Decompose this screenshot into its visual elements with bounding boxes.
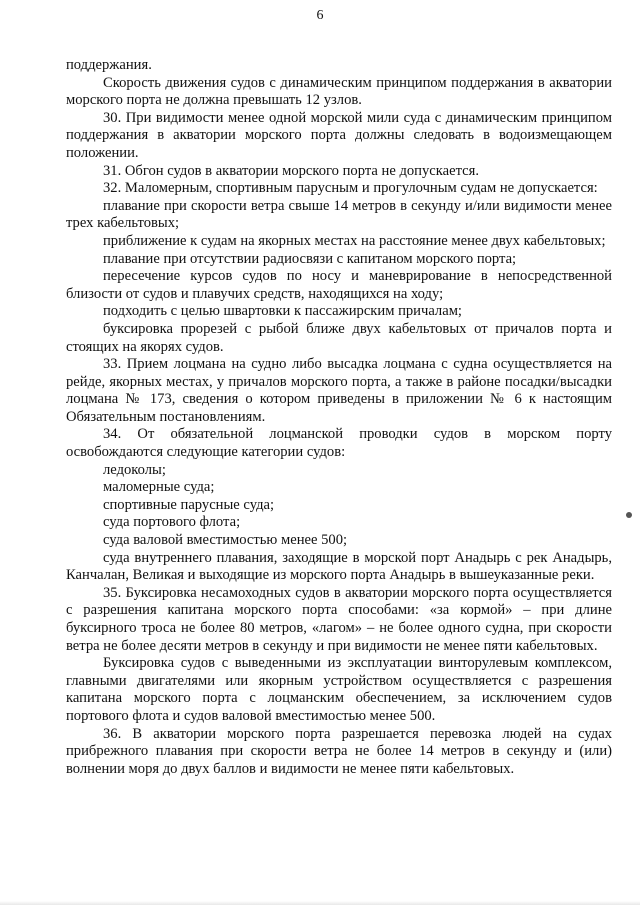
page-number: 6 xyxy=(316,8,324,23)
paragraph: Буксировка судов с выведенными из эксплуатации винторулевым комплексом, главными двигателями или якорным устройством осуществляется с разрешения капитана морского порта с лоцманским обеспечением, за исключением судов портового флота и судов валовой вместимостью менее 500. xyxy=(66,655,612,724)
list-item: буксировка прорезей с рыбой ближе двух кабельтовых от причалов порта и стоящих на якорях судов. xyxy=(66,320,612,355)
list-item: приближение к судам на якорных местах на расстояние менее двух кабельтовых; xyxy=(103,232,606,249)
list-item: плавание при отсутствии радиосвязи с капитаном морского порта; xyxy=(103,250,517,267)
paragraph-item-32: 32. Маломерным, спортивным парусным и прогулочным судам не допускается: xyxy=(103,180,598,197)
paragraph-item-36: 36. В акватории морского порта разрешается перевозка людей на судах прибрежного плавания при скорости ветра не более 14 метров в секунду и (или) волнении моря до двух баллов и видимости не менее пяти кабельтовых. xyxy=(66,725,612,777)
paragraph-item-31: 31. Обгон судов в акватории морского порта не допускается. xyxy=(103,162,479,179)
list-item: спортивные парусные суда; xyxy=(103,496,275,513)
paragraph: поддержания. xyxy=(66,57,152,73)
scan-edge xyxy=(0,901,640,905)
list-item: маломерные суда; xyxy=(103,479,215,496)
list-item: суда портового флота; xyxy=(103,514,241,531)
list-item: суда валовой вместимостью менее 500; xyxy=(103,532,348,549)
paragraph-item-34: 34. От обязательной лоцманской проводки судов в морском порту освобождаются следующие категории судов: xyxy=(66,426,612,461)
paragraph-item-33: 33. Прием лоцмана на судно либо высадка лоцмана с судна осуществляется на рейде, якорных местах, у причалов морского порта, а также в районе посадки/высадки лоцмана № 173, сведения о котором приведены в приложении № 6 к настоящим Обязательным постановлениям. xyxy=(66,356,612,425)
scan-artifact xyxy=(626,512,632,518)
list-item: суда внутреннего плавания, заходящие в морской порт Анадырь с рек Анадырь, Канчалан, Великая и выходящие из морского порта Анадырь в вышеуказанные реки. xyxy=(66,549,612,584)
paragraph: Скорость движения судов с динамическим принципом поддержания в акватории морского порта не должна превышать 12 узлов. xyxy=(66,74,612,109)
list-item: плавание при скорости ветра свыше 14 метров в секунду и/или видимости менее трех кабельтовых; xyxy=(66,197,612,232)
list-item: ледоколы; xyxy=(103,461,166,478)
document-body xyxy=(66,57,612,778)
list-item: подходить с целью швартовки к пассажирским причалам; xyxy=(103,303,462,320)
paragraph-item-35: 35. Буксировка несамоходных судов в акватории морского порта осуществляется с разрешения капитана морского порта способами: «за кормой» – при длине буксирного троса не более 80 метров, «лагом» – не более одного судна, при скорости ветра не более десяти метров в секунду и при видимости не менее пяти кабельтовых. xyxy=(66,584,612,654)
paragraph-item-30: 30. При видимости менее одной морской мили суда с динамическим принципом поддержания в акватории морского порта должны следовать в водоизмещающем положении. xyxy=(66,109,612,161)
list-item: пересечение курсов судов по носу и маневрирование в непосредственной близости от судов и плавучих средств, находящихся на ходу; xyxy=(66,268,612,302)
